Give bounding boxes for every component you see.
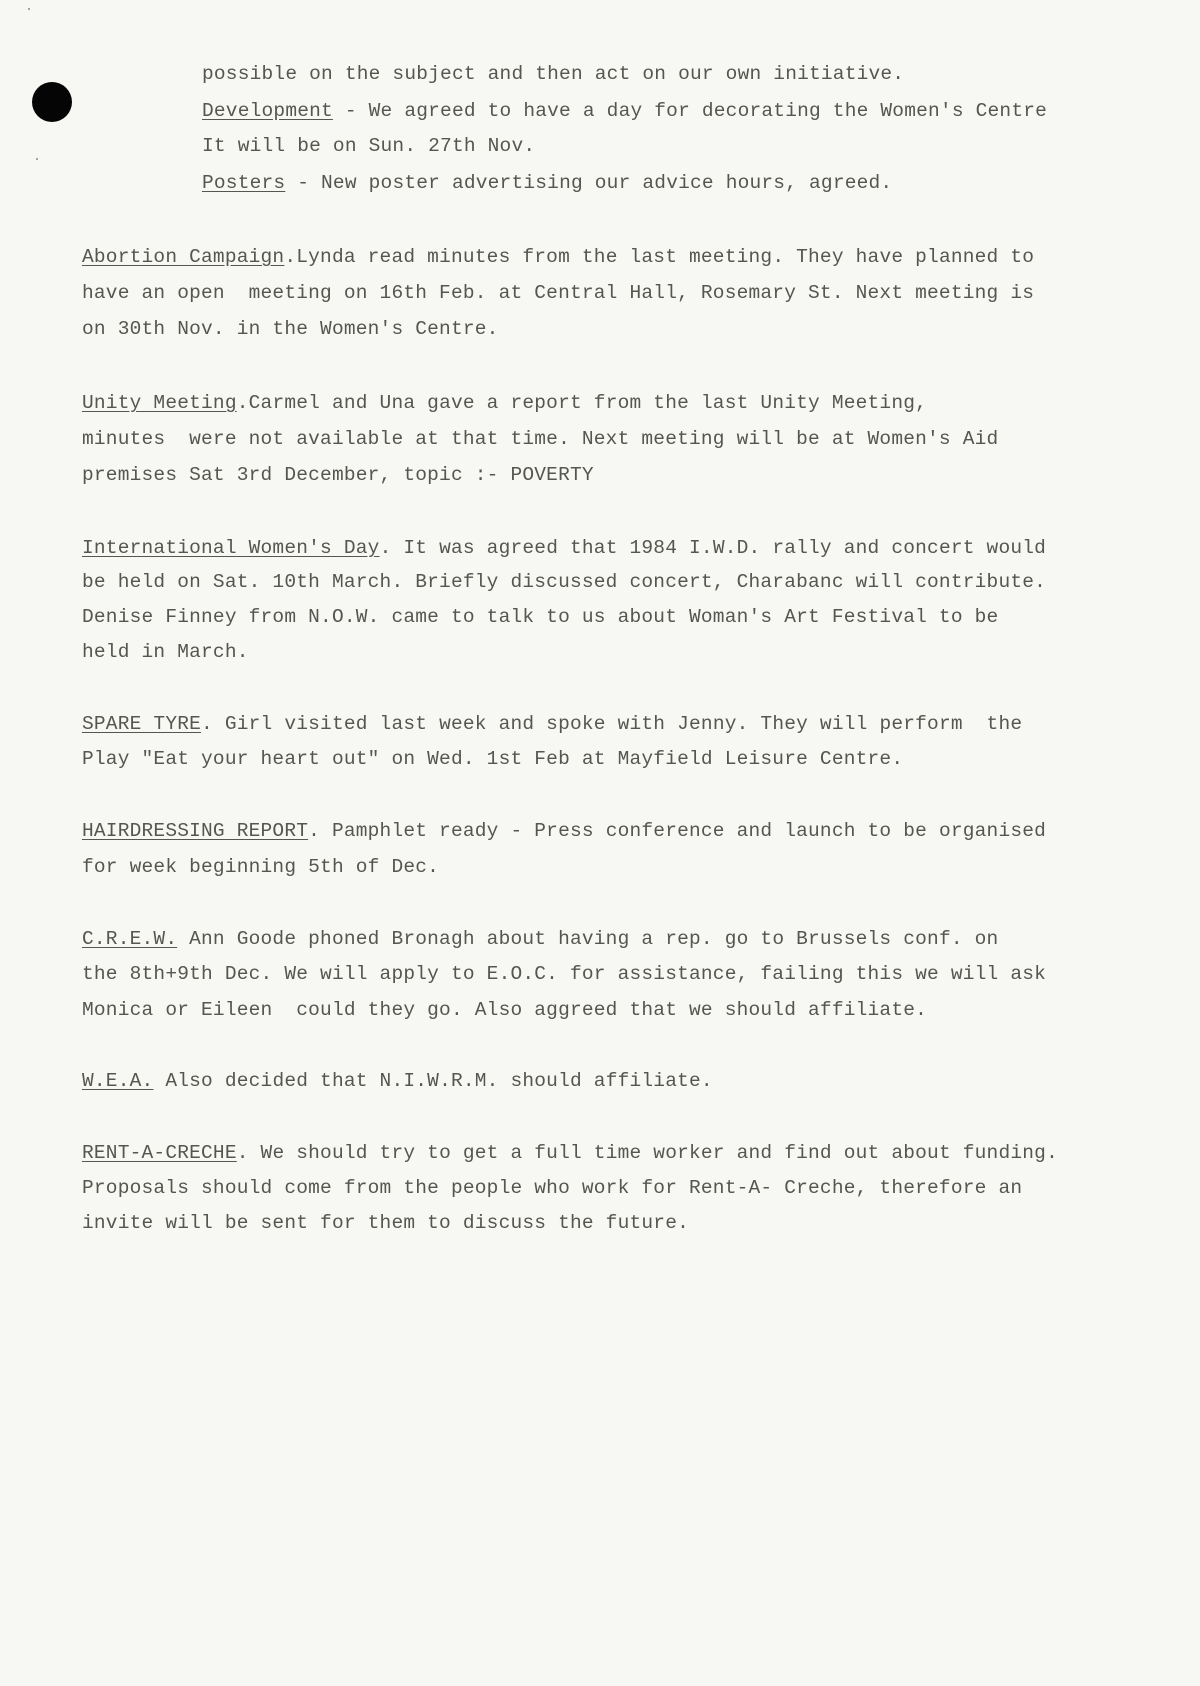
text-line: SPARE TYRE. Girl visited last week and spoke with Jenny. They will perform the: [82, 713, 1023, 735]
text-line: be held on Sat. 10th March. Briefly discussed concert, Charabanc will contribute.: [82, 571, 1047, 593]
text-line: Monica or Eileen could they go. Also aggreed that we should affiliate.: [82, 999, 928, 1021]
paper-speck: [36, 158, 38, 160]
heading-international-womens-day: International Women's Day: [82, 537, 380, 559]
heading-hairdressing-report: HAIRDRESSING REPORT: [82, 820, 309, 842]
text-line: International Women's Day. It was agreed that 1984 I.W.D. rally and concert would: [82, 537, 1047, 559]
text-line: minutes were not available at that time. Next meeting will be at Women's Aid: [82, 428, 999, 450]
heading-rent-a-creche: RENT-A-CRECHE: [82, 1142, 237, 1164]
text-line: Proposals should come from the people who work for Rent-A- Creche, therefore an: [82, 1177, 1023, 1199]
text-line: C.R.E.W. Ann Goode phoned Bronagh about having a rep. go to Brussels conf. on: [82, 928, 999, 950]
heading-abortion-campaign: Abortion Campaign: [82, 246, 285, 268]
text-line: Unity Meeting.Carmel and Una gave a report from the last Unity Meeting,: [82, 392, 928, 414]
text-line: for week beginning 5th of Dec.: [82, 856, 440, 878]
text-line: W.E.A. Also decided that N.I.W.R.M. should affiliate.: [82, 1070, 713, 1092]
punch-hole: [32, 82, 72, 122]
text-line: held in March.: [82, 641, 249, 663]
text-line: the 8th+9th Dec. We will apply to E.O.C. for assistance, failing this we will ask: [82, 963, 1047, 985]
heading-unity-meeting: Unity Meeting: [82, 392, 237, 414]
text-line: It will be on Sun. 27th Nov.: [202, 135, 536, 157]
heading-crew: C.R.E.W.: [82, 928, 178, 950]
text-line: premises Sat 3rd December, topic :- POVERTY: [82, 464, 594, 486]
paper-speck: [28, 8, 30, 10]
heading-development: Development: [202, 100, 333, 122]
text-line: Denise Finney from N.O.W. came to talk to us about Woman's Art Festival to be: [82, 606, 999, 628]
text-line: HAIRDRESSING REPORT. Pamphlet ready - Press conference and launch to be organised: [82, 820, 1047, 842]
text-line: have an open meeting on 16th Feb. at Central Hall, Rosemary St. Next meeting is: [82, 282, 1035, 304]
heading-posters: Posters: [202, 172, 286, 194]
text-line: Posters - New poster advertising our advice hours, agreed.: [202, 172, 893, 194]
text-line: Development - We agreed to have a day for decorating the Women's Centre: [202, 100, 1048, 122]
text-line: possible on the subject and then act on our own initiative.: [202, 63, 905, 85]
heading-wea: W.E.A.: [82, 1070, 154, 1092]
text-line: invite will be sent for them to discuss the future.: [82, 1212, 689, 1234]
heading-spare-tyre: SPARE TYRE: [82, 713, 202, 735]
text-line: Abortion Campaign.Lynda read minutes from the last meeting. They have planned to: [82, 246, 1035, 268]
text-line: RENT-A-CRECHE. We should try to get a full time worker and find out about funding.: [82, 1142, 1058, 1164]
text-line: Play "Eat your heart out" on Wed. 1st Feb at Mayfield Leisure Centre.: [82, 748, 904, 770]
text-line: on 30th Nov. in the Women's Centre.: [82, 318, 499, 340]
